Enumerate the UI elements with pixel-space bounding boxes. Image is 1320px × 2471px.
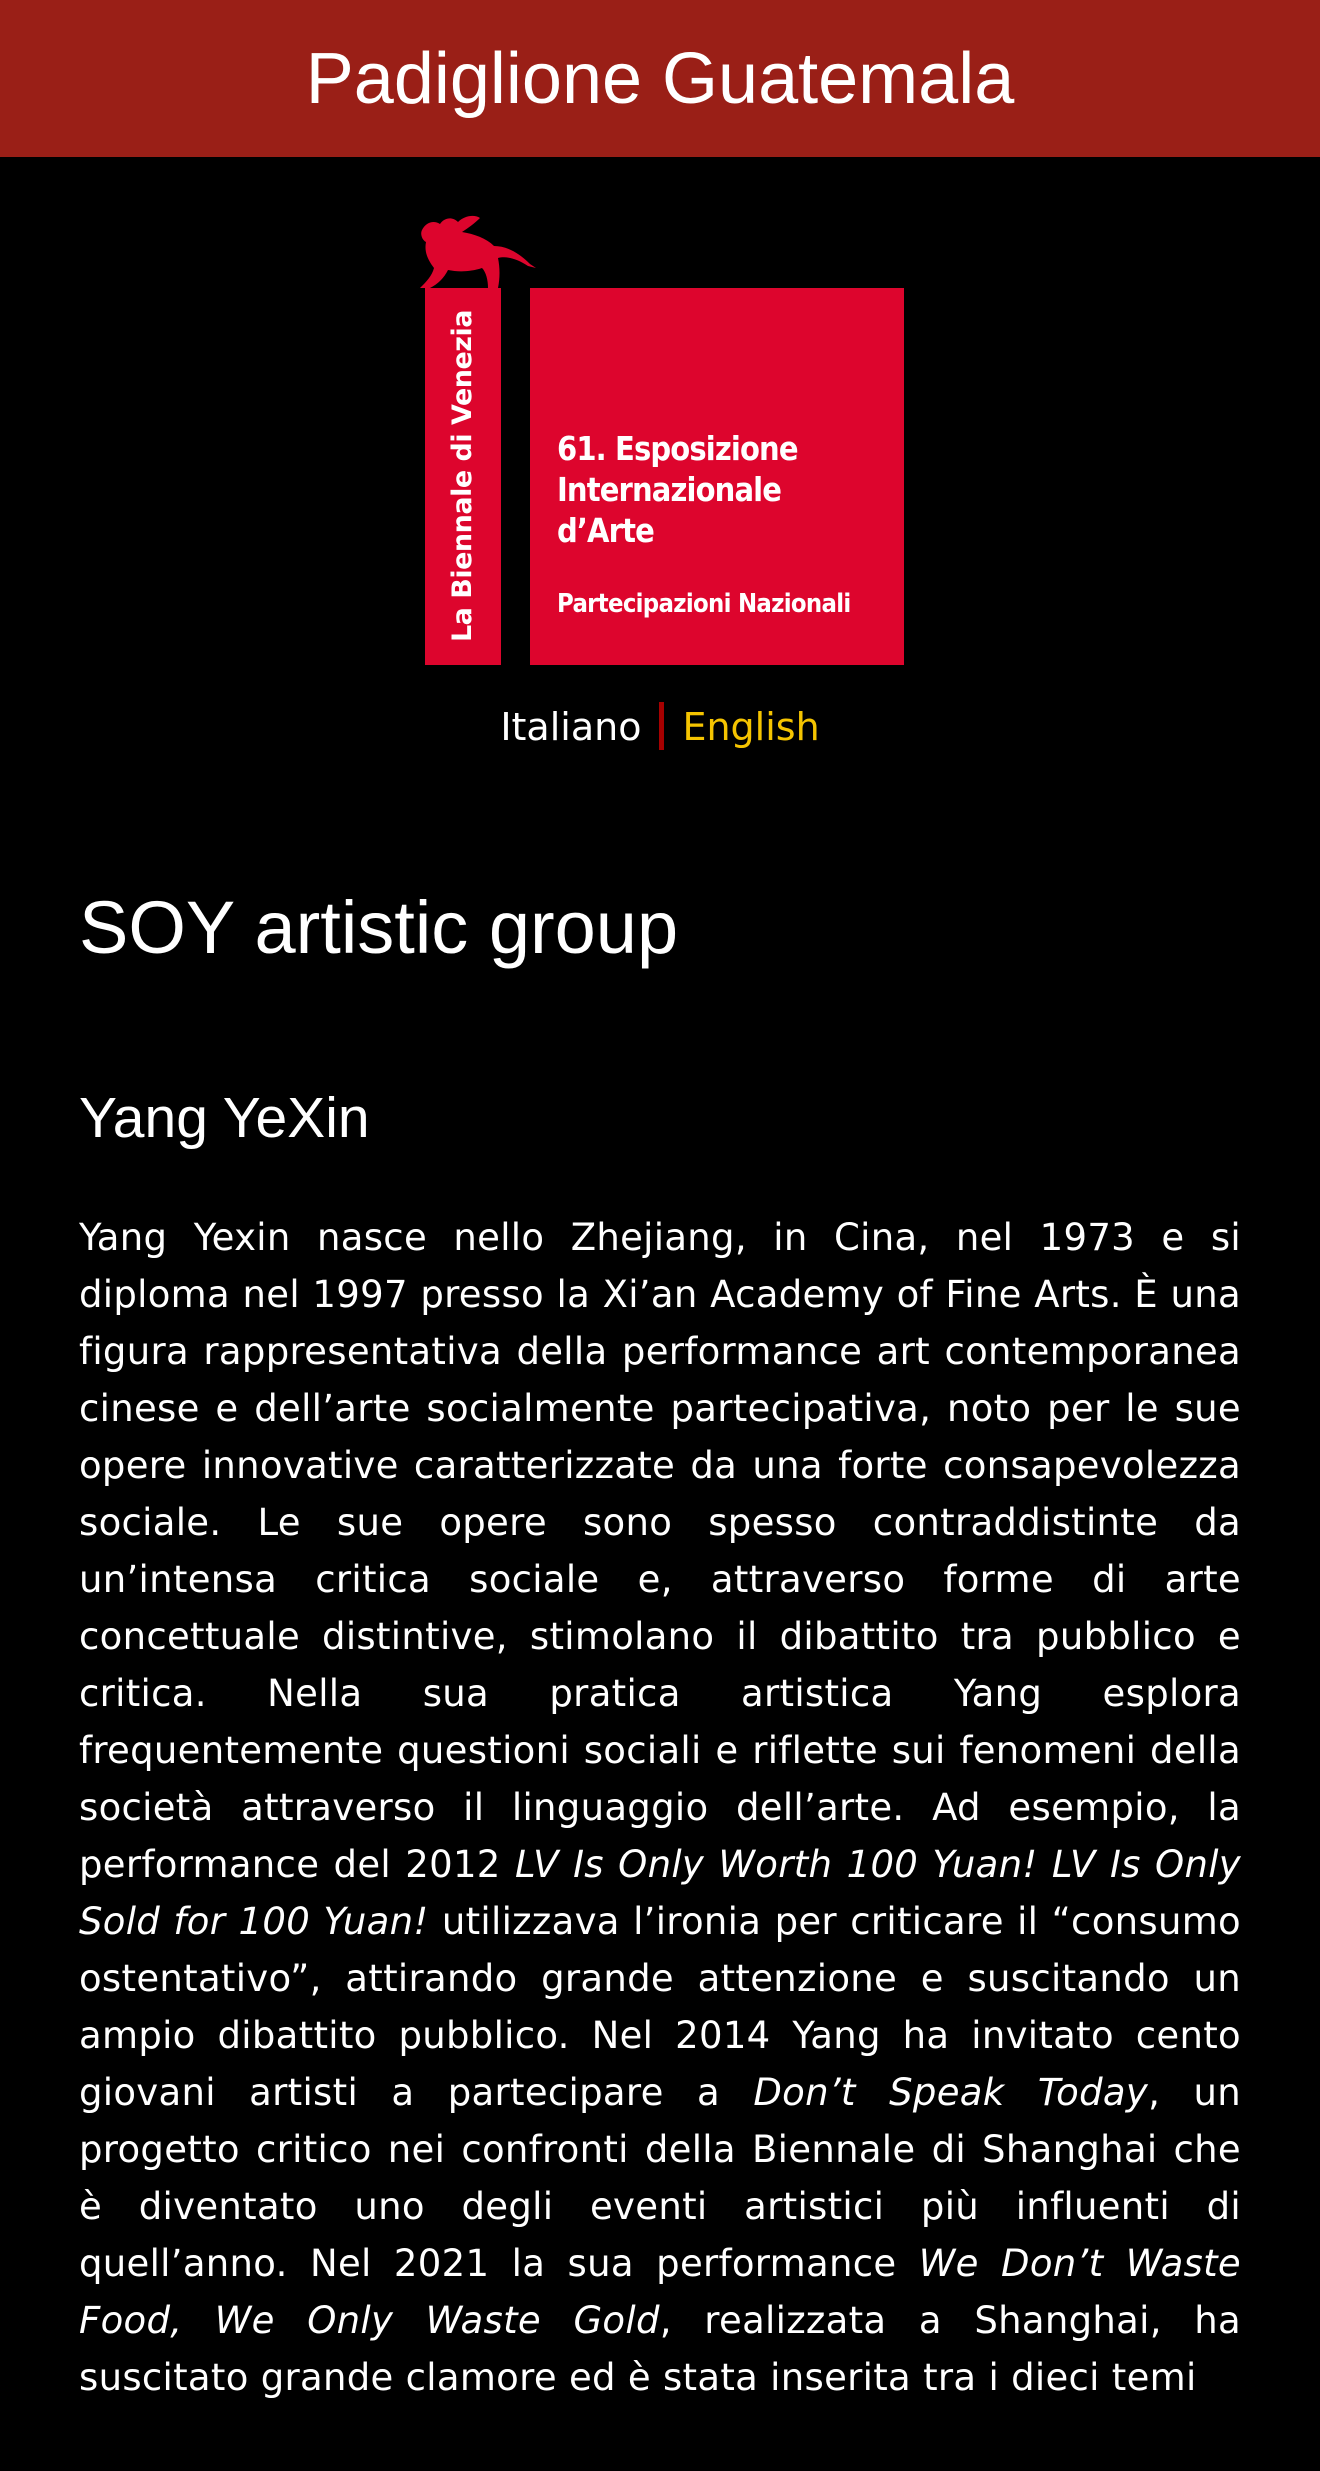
language-english-link[interactable]: English [682,705,820,749]
logo-subtitle: Partecipazioni Nazionali [557,589,851,619]
biennale-logo [0,157,1320,749]
site-header [0,0,1320,157]
logo-box [530,288,904,665]
language-switcher [0,702,1320,751]
bio-text: Yang Yexin nasce nello Zhejiang, in Cina, nel 1973 e si diploma nel 1997 presso la Xi’an Academy of Fine Arts. È una figura rappresentativa della performance art contemporanea cinese e dell’arte socialmente partecipativa, noto per le sue opere innovative caratterizzate da una forte consapevolezza sociale. Le sue opere sono spesso contraddistinte da un’intensa critica sociale e, attraverso forme di arte concettuale distintive, stimolano il dibattito tra pubblico e critica. Nella sua pratica artistica Yang esplora frequentemente questioni sociali e riflette sui fenomeni della società attraverso il linguaggio dell’arte. Ad esempio, la performance del 2012 [79,1216,1241,1886]
bio-text: , un progetto critico nei confronti della Biennale di Shanghai che è diventato uno degli eventi artistici più influenti di quell’anno. Nel 2021 la sua performance [79,2071,1242,2285]
language-separator [659,702,664,750]
language-italiano-link[interactable]: Italiano [500,705,642,749]
logo-exhibition-title [557,428,798,551]
logo-vertical-text: La Biennale di Venezia [447,310,478,643]
logo-line-3: d’Arte [557,511,654,550]
logo-line-1: 61. Esposizione [557,429,798,468]
logo-line-2: Internazionale [557,470,782,509]
bio-artwork-title: LV Is Only Worth 100 Yuan! LV Is Only Sold for 100 Yuan! [79,1843,1242,1943]
bio-artwork-title: We Don’t Waste Food, We Only Waste Gold [79,2242,1241,2342]
bio-text: , realizzata a Shanghai, ha suscitato grande clamore ed è stata inserita tra i dieci temi [79,2299,1241,2399]
artist-bio [79,1209,1241,2406]
logo-vertical-stripe [425,288,501,665]
bio-text: utilizzava l’ironia per criticare il “consumo ostentativo”, attirando grande attenzione e suscitando un ampio dibattito pubblico. Nel 2014 Yang ha invitato cento giovani artisti a partecipare a [79,1900,1241,2114]
bio-artwork-title: Don’t Speak Today [753,2071,1149,2114]
page-title: Padiglione Guatemala [305,38,1015,119]
artist-name: Yang YeXin [79,1086,370,1150]
group-title: SOY artistic group [79,886,679,969]
winged-lion-icon [418,212,538,292]
